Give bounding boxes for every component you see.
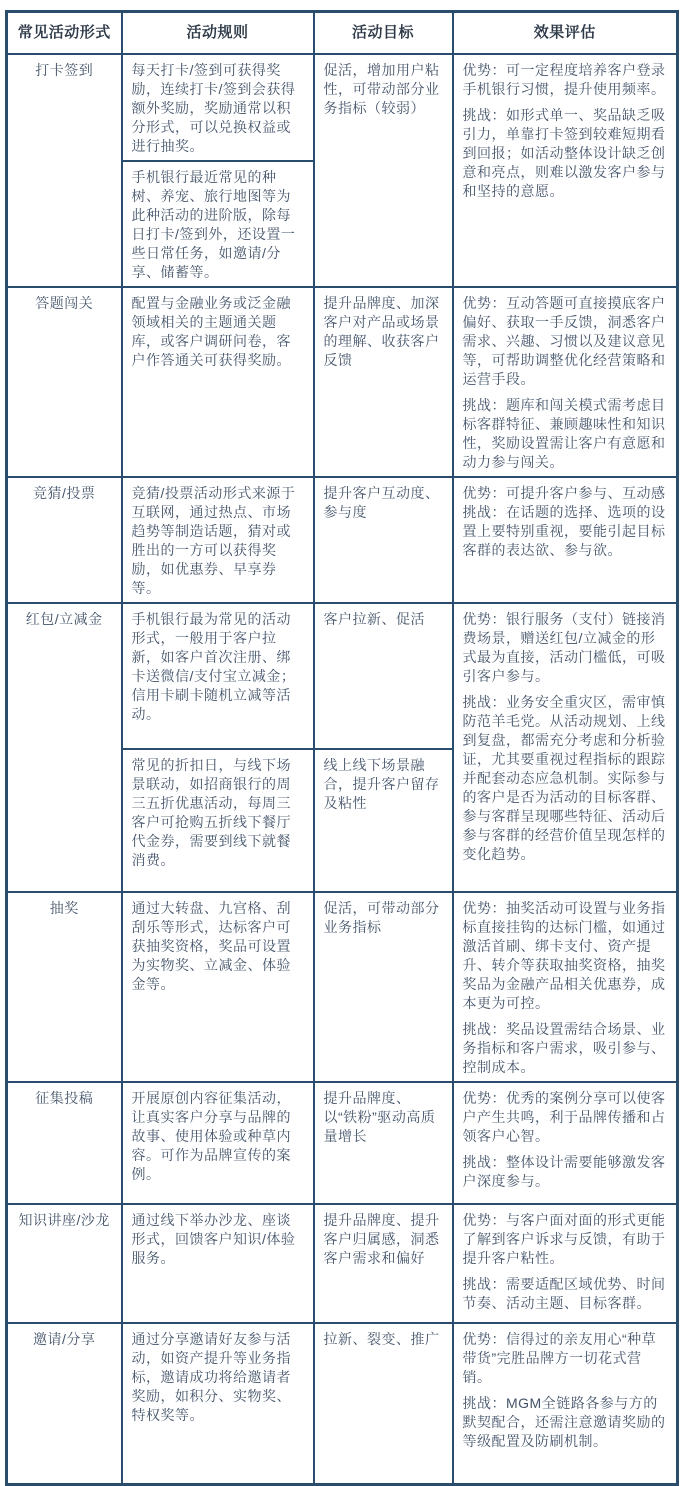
quiz-label: 答题闯关 <box>7 287 122 477</box>
row-quiz <box>7 287 678 477</box>
redpacket-goals-1: 客户拉新、促活 <box>314 603 453 749</box>
row-redpacket <box>7 603 678 749</box>
lecture-salon-label: 知识讲座/沙龙 <box>7 1204 122 1323</box>
lottery-evaluation <box>453 892 678 1082</box>
checkin-rules-1: 每天打卡/签到可获得奖励，连续打卡/签到会获得额外奖励，奖励通常以积分形式，可以兑换权益或进行抽奖。 <box>122 54 314 161</box>
ugc-collect-goals: 提升品牌度、以“铁粉”驱动高质量增长 <box>314 1082 453 1204</box>
lecture-salon-evaluation <box>453 1204 678 1323</box>
header-activity-form: 常见活动形式 <box>7 12 122 54</box>
row-ugc-collect <box>7 1082 678 1204</box>
checkin-evaluation <box>453 54 678 287</box>
header-activity-goals: 活动目标 <box>314 12 453 54</box>
ugc-collect-rules: 开展原创内容征集活动，让真实客户分享与品牌的故事、使用体验或种草内容。可作为品牌宣传的案例。 <box>122 1082 314 1204</box>
redpacket-challenge-text: 挑战：业务安全重灾区，需审慎防范羊毛党。从活动规划、上线到复盘，都需充分考虑和分析验证，尤其要重视过程指标的跟踪并配套动态应急机制。实际参与的客户是否为活动的目标客群、参与客群呈现哪些特征、活动后参与客群的经营价值呈现怎样的变化趋势。 <box>462 693 666 862</box>
lottery-rules: 通过大转盘、九宫格、刮刮乐等形式，达标客户可获抽奖资格，奖品可设置为实物奖、立减金、体验金等。 <box>122 892 314 1082</box>
lecture-salon-challenge-text: 挑战：需要适配区域优势、时间节奏、活动主题、目标客群。 <box>462 1275 666 1311</box>
quiz-challenge-text: 挑战：题库和闯关模式需考虑目标客群特征、兼顾趣味性和知识性，奖励设置需让客户有意愿和动力参与闯关。 <box>462 396 666 470</box>
checkin-goals: 促活，增加用户粘性，可带动部分业务指标（较弱） <box>314 54 453 287</box>
ugc-collect-advantage-text: 优势：优秀的案例分享可以使客户产生共鸣，利于品牌传播和占领客户心智。 <box>462 1089 666 1144</box>
activity-comparison-table <box>5 10 679 1486</box>
header-row <box>7 12 678 54</box>
checkin-challenge-text: 挑战：如形式单一、奖品缺乏吸引力，单靠打卡签到较难短期看到回报；如活动整体设计缺乏创意和亮点，则难以激发客户参与和坚持的意愿。 <box>462 106 666 199</box>
redpacket-evaluation <box>453 603 678 892</box>
redpacket-label: 红包/立减金 <box>7 603 122 892</box>
lottery-goals: 促活，可带动部分业务指标 <box>314 892 453 1082</box>
lottery-challenge-text: 挑战：奖品设置需结合场景、业务指标和客户需求，吸引参与、控制成本。 <box>462 1020 666 1075</box>
quiz-evaluation <box>453 287 678 477</box>
ugc-collect-label: 征集投稿 <box>7 1082 122 1204</box>
invite-share-advantage-text: 优势：信得过的亲友用心“种草带货”完胜品牌方一切花式营销。 <box>462 1330 657 1385</box>
checkin-label: 打卡签到 <box>7 54 122 287</box>
header-effect-evaluation: 效果评估 <box>453 12 678 54</box>
redpacket-advantage-text: 优势：银行服务（支付）链接消费场景，赠送红包/立减金的形式最为直接，活动门槛低，可吸引客户参与。 <box>462 610 666 684</box>
lottery-label: 抽奖 <box>7 892 122 1082</box>
lecture-salon-rules: 通过线下举办沙龙、座谈形式，回馈客户知识/体验服务。 <box>122 1204 314 1323</box>
lecture-salon-advantage-text: 优势：与客户面对面的形式更能了解到客户诉求与反馈，有助于提升客户粘性。 <box>462 1211 666 1266</box>
quiz-advantage-text: 优势：互动答题可直接摸底客户偏好、获取一手反馈，洞悉客户需求、兴趣、习惯以及建议意见等，可帮助调整优化经营策略和运营手段。 <box>462 294 666 387</box>
redpacket-goals-2: 线上线下场景融合，提升客户留存及粘性 <box>314 749 453 892</box>
invite-share-evaluation <box>453 1323 678 1485</box>
guess-vote-evaluation <box>453 477 678 603</box>
redpacket-rules-1: 手机银行最为常见的活动形式，一般用于客户拉新，如客户首次注册、绑卡送微信/支付宝立减金；信用卡刷卡随机立减等活动。 <box>122 603 314 749</box>
row-invite-share <box>7 1323 678 1485</box>
checkin-advantage-text: 优势：可一定程度培养客户登录手机银行习惯，提升使用频率。 <box>462 61 666 97</box>
invite-share-goals: 拉新、裂变、推广 <box>314 1323 453 1485</box>
lottery-advantage-text: 优势：抽奖活动可设置与业务指标直接挂钩的达标门槛，如通过激活首刷、绑卡支付、资产提升、转介等获取抽奖资格，抽奖奖品为金融产品相关优惠券，成本更为可控。 <box>462 899 666 1011</box>
ugc-collect-evaluation <box>453 1082 678 1204</box>
guess-vote-label: 竞猜/投票 <box>7 477 122 603</box>
row-lottery <box>7 892 678 1082</box>
header-activity-rules: 活动规则 <box>122 12 314 54</box>
invite-share-label: 邀请/分享 <box>7 1323 122 1485</box>
row-lecture-salon <box>7 1204 678 1323</box>
guess-vote-advantage-text: 优势：可提升客户参与、互动感 <box>462 484 666 501</box>
guess-vote-rules: 竞猜/投票活动形式来源于互联网，通过热点、市场趋势等制造话题，猜对或胜出的一方可以获得奖励，如优惠券、早享券等。 <box>122 477 314 603</box>
redpacket-rules-2: 常见的折扣日，与线下场景联动，如招商银行的周三五折优惠活动，每周三客户可抢购五折线下餐厅代金券，需要到线下就餐消费。 <box>122 749 314 892</box>
row-checkin <box>7 54 678 161</box>
invite-share-challenge-text: 挑战：MGM全链路各参与方的默契配合，还需注意邀请奖励的等级配置及防刷机制。 <box>462 1394 666 1449</box>
row-guess-vote <box>7 477 678 603</box>
quiz-rules: 配置与金融业务或泛金融领域相关的主题通关题库，或客户调研问卷，客户作答通关可获得奖励。 <box>122 287 314 477</box>
ugc-collect-challenge-text: 挑战：整体设计需要能够激发客户深度参与。 <box>462 1153 666 1189</box>
lecture-salon-goals: 提升品牌度、提升客户归属感，洞悉客户需求和偏好 <box>314 1204 453 1323</box>
quiz-goals: 提升品牌度、加深客户对产品或场景的理解、收获客户反馈 <box>314 287 453 477</box>
guess-vote-goals: 提升客户互动度、参与度 <box>314 477 453 603</box>
guess-vote-challenge-text: 挑战：在话题的选择、选项的设置上要特别重视，要能引起目标客群的表达欲、参与欲。 <box>462 503 666 558</box>
checkin-rules-2: 手机银行最近常见的种树、养宠、旅行地图等为此种活动的进阶版，除每日打卡/签到外，还设置一些日常任务，如邀请/分享、储蓄等。 <box>122 161 314 287</box>
invite-share-rules: 通过分享邀请好友参与活动，如资产提升等业务指标，邀请成功将给邀请者奖励，如积分、实物奖、特权奖等。 <box>122 1323 314 1485</box>
